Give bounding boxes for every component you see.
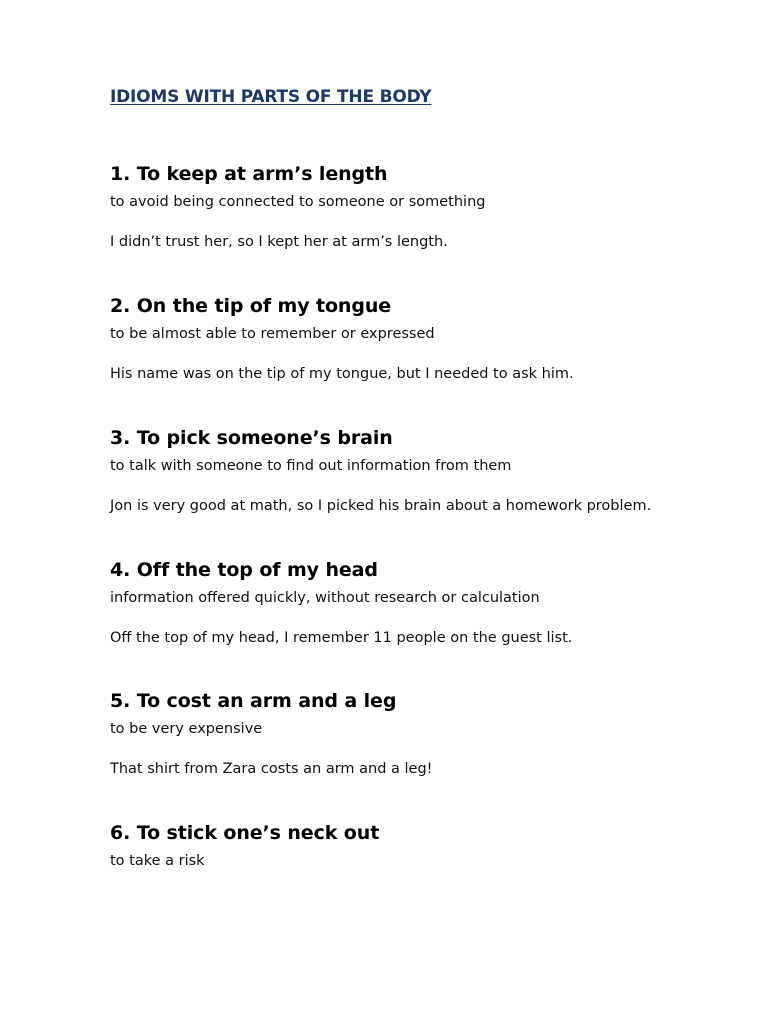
- idiom-entry: [110, 162, 730, 250]
- idiom-example: His name was on the tip of my tongue, but I needed to ask him.: [110, 366, 574, 382]
- idiom-heading: 1. To keep at arm’s length: [110, 163, 388, 185]
- idiom-heading: 4. Off the top of my head: [110, 559, 378, 581]
- idiom-heading: 5. To cost an arm and a leg: [110, 690, 397, 712]
- idiom-heading: 3. To pick someone’s brain: [110, 427, 393, 449]
- idiom-entry: [110, 689, 730, 777]
- idiom-meaning: to talk with someone to find out information from them: [110, 458, 512, 474]
- idiom-example: I didn’t trust her, so I kept her at arm’s length.: [110, 234, 448, 250]
- idiom-example: Jon is very good at math, so I picked his brain about a homework problem.: [110, 498, 652, 514]
- idiom-entry: [110, 558, 730, 646]
- idiom-meaning: information offered quickly, without research or calculation: [110, 590, 540, 606]
- idiom-heading: 2. On the tip of my tongue: [110, 295, 392, 317]
- idiom-entry: [110, 426, 730, 514]
- idiom-meaning: to be very expensive: [110, 721, 263, 737]
- document-title: IDIOMS WITH PARTS OF THE BODY: [110, 87, 432, 107]
- idiom-example: That shirt from Zara costs an arm and a leg!: [110, 761, 433, 777]
- idiom-example: Off the top of my head, I remember 11 people on the guest list.: [110, 630, 573, 646]
- idiom-entry: [110, 821, 730, 869]
- idiom-meaning: to avoid being connected to someone or something: [110, 194, 486, 210]
- idiom-meaning: to take a risk: [110, 853, 205, 869]
- idiom-meaning: to be almost able to remember or expressed: [110, 326, 435, 342]
- idiom-heading: 6. To stick one’s neck out: [110, 822, 380, 844]
- idiom-entry: [110, 294, 730, 382]
